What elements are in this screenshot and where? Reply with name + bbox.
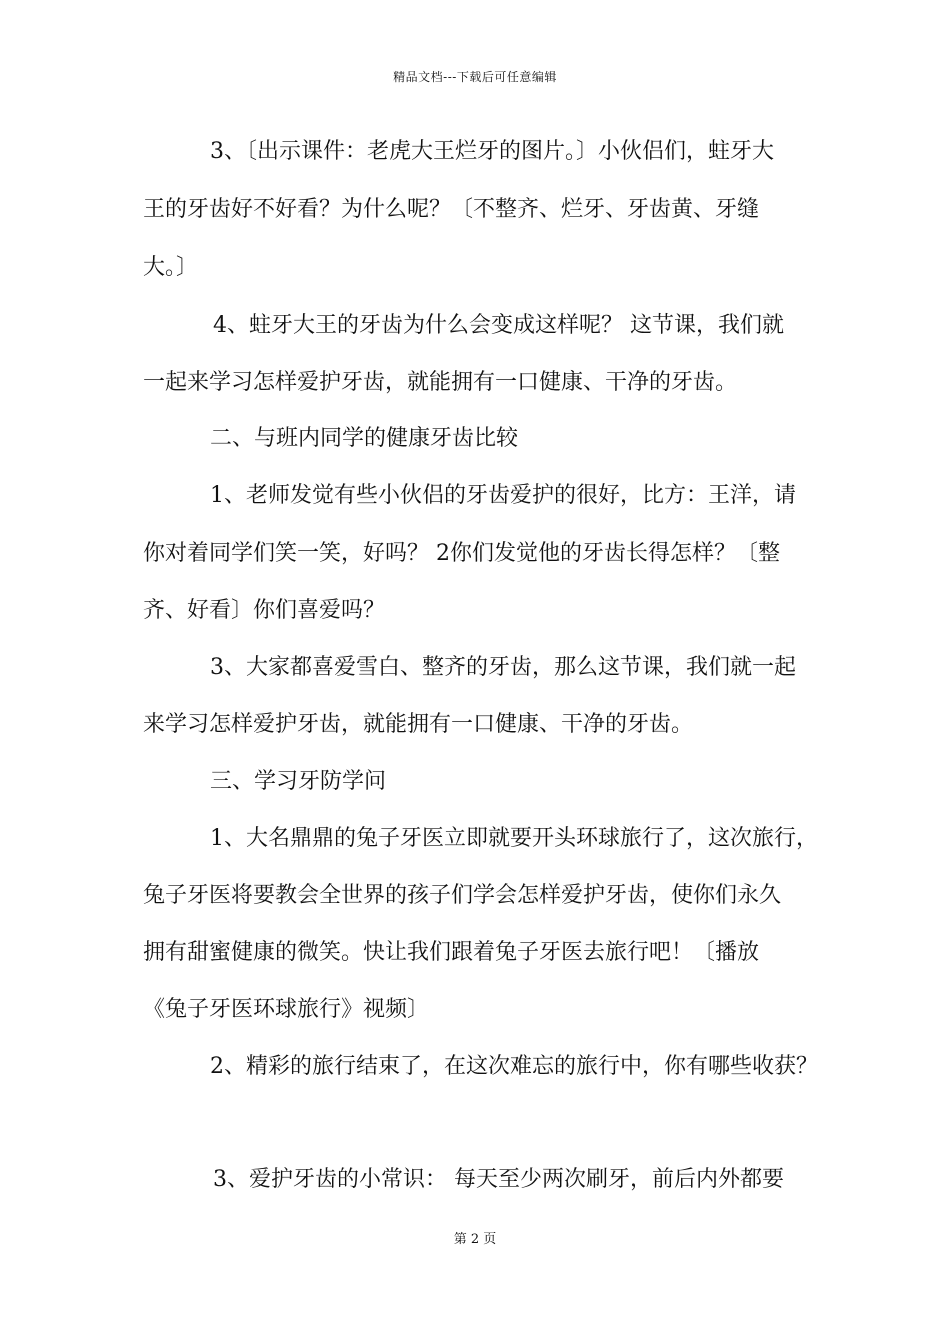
page-header: 精品文档---下载后可任意编辑 — [393, 70, 557, 84]
paragraph-line: 2、精彩的旅行结束了，在这次难忘的旅行中，你有哪些收获？ — [210, 1054, 818, 1079]
paragraph-line: 4、蛀牙大王的牙齿为什么会变成这样呢？ 这节课，我们就 — [213, 313, 784, 338]
paragraph-line: 兔子牙医将要教会全世界的孩子们学会怎样爱护牙齿，使你们永久 — [143, 883, 782, 908]
paragraph-line: 大。〕 — [143, 255, 199, 280]
paragraph-line: 《兔子牙医环球旅行》视频〕 — [143, 997, 430, 1022]
section-heading: 二、与班内同学的健康牙齿比较 — [210, 426, 519, 451]
paragraph-line: 王的牙齿好不好看？为什么呢？〔不整齐、烂牙、牙齿黄、牙缝 — [143, 197, 760, 222]
paragraph-line: 3、〔出示课件：老虎大王烂牙的图片。〕小伙侣们，蛀牙大 — [210, 139, 774, 164]
paragraph-line: 1、老师发觉有些小伙侣的牙齿爱护的很好，比方：王洋，请 — [210, 483, 796, 508]
page-number: 第 2 页 — [453, 1232, 497, 1247]
paragraph-line: 3、爱护牙齿的小常识： 每天至少两次刷牙，前后内外都要 — [213, 1167, 784, 1192]
paragraph-line: 来学习怎样爱护牙齿，就能拥有一口健康、干净的牙齿。 — [143, 712, 694, 737]
paragraph-line: 拥有甜蜜健康的微笑。快让我们跟着兔子牙医去旅行吧！〔播放 — [143, 940, 760, 965]
section-heading: 三、学习牙防学问 — [210, 769, 387, 794]
paragraph-line: 一起来学习怎样爱护牙齿，就能拥有一口健康、干净的牙齿。 — [143, 370, 738, 395]
paragraph-line: 1、大名鼎鼎的兔子牙医立即就要开头环球旅行了，这次旅行， — [210, 826, 818, 851]
paragraph-line: 3、大家都喜爱雪白、整齐的牙齿，那么这节课，我们就一起 — [210, 655, 796, 680]
paragraph-line: 你对着同学们笑一笑，好吗？ 2你们发觉他的牙齿长得怎样？〔整 — [143, 541, 780, 566]
paragraph-line: 齐、好看〕你们喜爱吗？ — [143, 598, 386, 623]
